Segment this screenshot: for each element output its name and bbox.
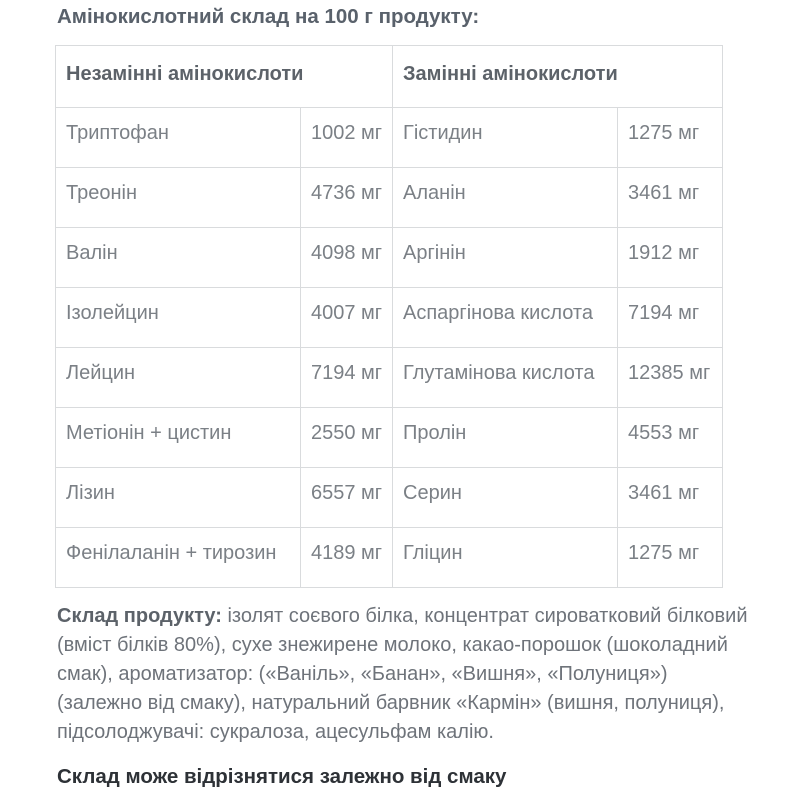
composition-paragraph: [57, 602, 749, 747]
amino-name: Аргінін: [393, 228, 618, 288]
amino-name: Глутамінова кислота: [393, 348, 618, 408]
amino-value: 1275 мг: [618, 108, 723, 168]
table-row: [56, 168, 723, 228]
table-row: [56, 408, 723, 468]
column-header-essential: Незамінні амінокислоти: [56, 46, 393, 108]
amino-name: Лейцин: [56, 348, 301, 408]
amino-name: Гліцин: [393, 528, 618, 588]
amino-value: 6557 мг: [301, 468, 393, 528]
amino-name: Валін: [56, 228, 301, 288]
amino-value: 2550 мг: [301, 408, 393, 468]
amino-acid-table: [55, 45, 723, 588]
flavor-variation-note: Склад може відрізнятися залежно від смаку: [57, 765, 507, 788]
amino-name: Ізолейцин: [56, 288, 301, 348]
amino-value: 12385 мг: [618, 348, 723, 408]
amino-value: 4189 мг: [301, 528, 393, 588]
table-row: [56, 288, 723, 348]
table-row: [56, 108, 723, 168]
table-row: [56, 228, 723, 288]
page-title: Амінокислотний склад на 100 г продукту:: [57, 5, 480, 28]
amino-value: 1275 мг: [618, 528, 723, 588]
amino-name: Аспаргінова кислота: [393, 288, 618, 348]
amino-value: 1002 мг: [301, 108, 393, 168]
amino-name: Аланін: [393, 168, 618, 228]
amino-value: 3461 мг: [618, 468, 723, 528]
amino-name: Триптофан: [56, 108, 301, 168]
amino-value: 7194 мг: [301, 348, 393, 408]
amino-value: 4007 мг: [301, 288, 393, 348]
amino-value: 7194 мг: [618, 288, 723, 348]
table-row: [56, 468, 723, 528]
amino-value: 4736 мг: [301, 168, 393, 228]
table-row: [56, 348, 723, 408]
amino-value: 4553 мг: [618, 408, 723, 468]
amino-name: Серин: [393, 468, 618, 528]
amino-name: Фенілаланін + тирозин: [56, 528, 301, 588]
amino-name: Лізин: [56, 468, 301, 528]
table-header-row: [56, 46, 723, 108]
amino-value: 4098 мг: [301, 228, 393, 288]
amino-name: Пролін: [393, 408, 618, 468]
amino-value: 1912 мг: [618, 228, 723, 288]
amino-value: 3461 мг: [618, 168, 723, 228]
amino-name: Гістидин: [393, 108, 618, 168]
column-header-nonessential: Замінні амінокислоти: [393, 46, 723, 108]
composition-label: Склад продукту:: [57, 605, 222, 627]
table-row: [56, 528, 723, 588]
amino-name: Треонін: [56, 168, 301, 228]
composition-text: ізолят соєвого білка, концентрат сироватковий білковий (вміст білків 80%), сухе знежирене молоко, какао-порошок (шоколадний смак), ароматизатор: («Ваніль», «Банан», «Вишня», «Полуниця») (залежно від смаку), натуральний барвник «Кармін» (вишня, полуниця), підсолоджувачі: сукралоза, ацесульфам калію.: [57, 605, 748, 743]
amino-name: Метіонін + цистин: [56, 408, 301, 468]
